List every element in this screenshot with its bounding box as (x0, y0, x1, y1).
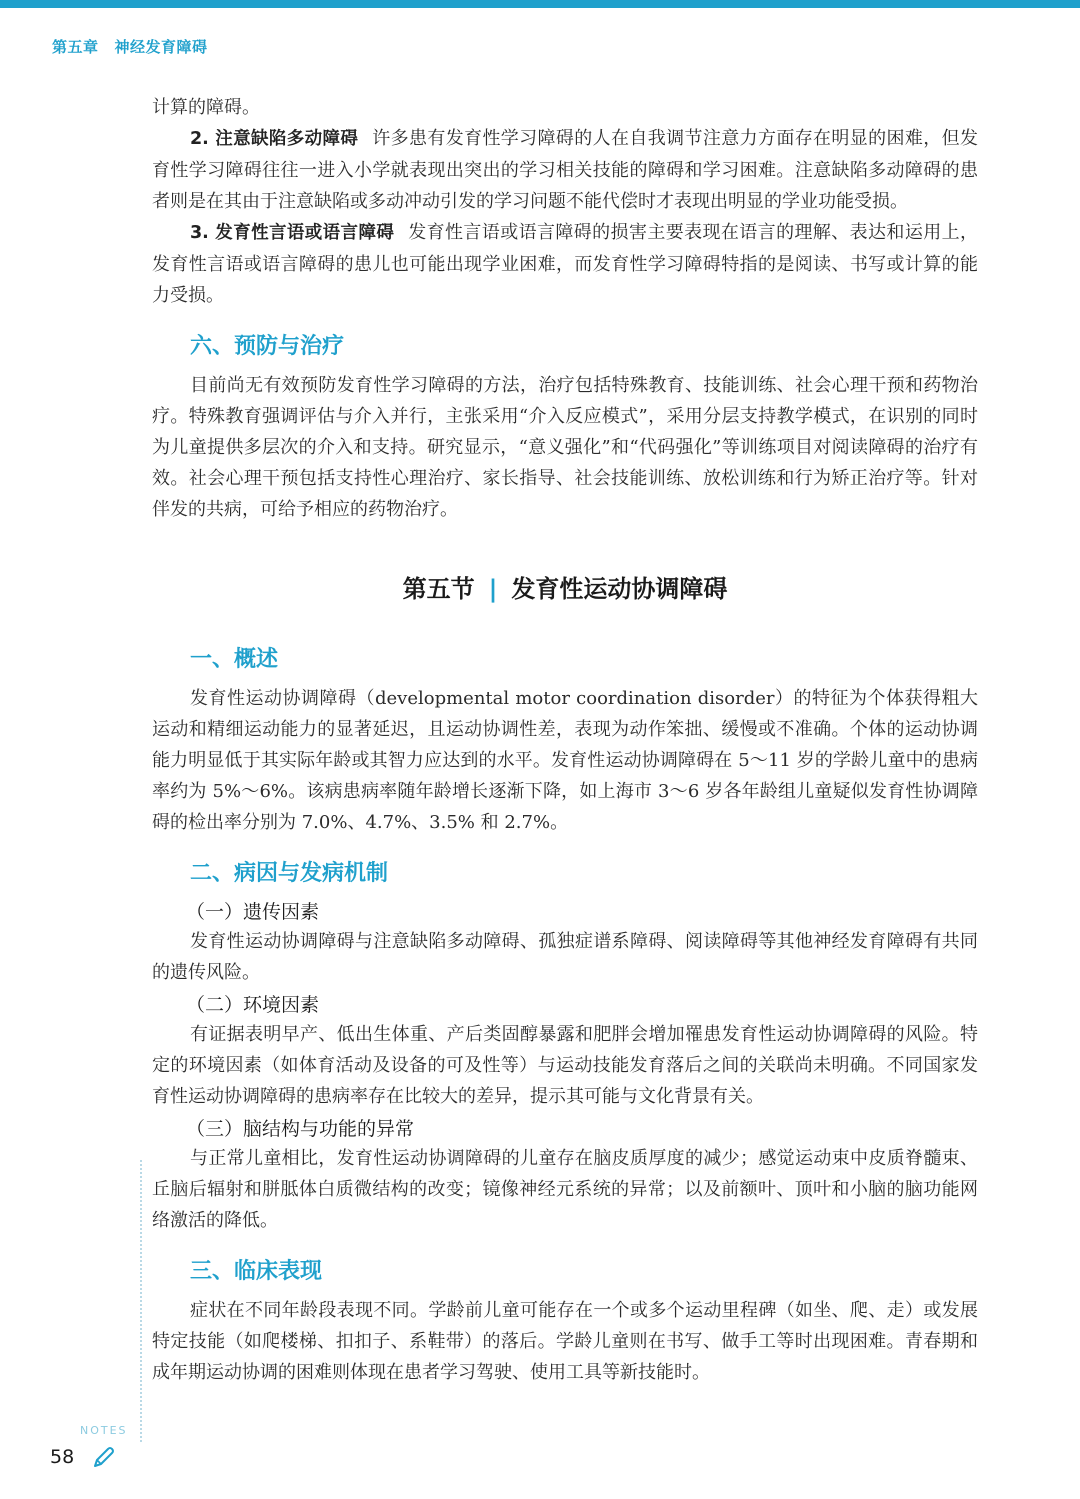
brain-paragraph: 与正常儿童相比，发育性运动协调障碍的儿童存在脑皮质厚度的减少；感觉运动束中皮质脊髓束、丘脑后辐射和胼胝体白质微结构的改变；镜像神经元系统的异常；以及前额叶、顶叶和小脑的脑功能网络激活的降低。 (152, 1148, 978, 1231)
environment-paragraph: 有证据表明早产、低出生体重、产后类固醇暴露和肥胖会增加罹患发育性运动协调障碍的风险。特定的环境因素（如体育活动及设备的可及性等）与运动技能发育落后之间的关联尚未明确。不同国家发育性运动协调障碍的患病率存在比较大的差异，提示其可能与文化背景有关。 (152, 1024, 978, 1107)
paragraph-continuation: 计算的障碍。 (152, 97, 260, 118)
section-label: 第五节 (402, 575, 475, 603)
section-heading-clinical: 三、临床表现 (190, 1259, 323, 1284)
item-language-text: 发育性言语或语言障碍的损害主要表现在语言的理解、表达和运用上，发育性言语或语言障碍的患儿也可能出现学业困难，而发育性学习障碍特指的是阅读、书写或计算的能力受损。 (152, 222, 978, 306)
section-title (152, 569, 978, 604)
page-number: 58 (50, 1446, 75, 1468)
chapter-number: 第五章 (52, 38, 99, 56)
clinical-paragraph: 症状在不同年龄段表现不同。学龄前儿童可能存在一个或多个运动里程碑（如坐、爬、走）或发展特定技能（如爬楼梯、扣扣子、系鞋带）的落后。学龄儿童则在书写、做手工等时出现困难。青春期和成年期运动协调的困难则体现在患者学习驾驶、使用工具等新技能时。 (152, 1300, 978, 1383)
item-language (152, 217, 978, 311)
section-heading-etiology: 二、病因与发病机制 (190, 861, 389, 886)
item-language-heading: 3. 发育性言语或语言障碍 (190, 223, 395, 243)
prevention-paragraph: 目前尚无有效预防发育性学习障碍的方法，治疗包括特殊教育、技能训练、社会心理干预和药物治疗。特殊教育强调评估与介入并行，主张采用“介入反应模式”，采用分层支持教学模式，在识别的同时为儿童提供多层次的介入和支持。研究显示，“意义强化”和“代码强化”等训练项目对阅读障碍的治疗有效。社会心理干预包括支持性心理治疗、家长指导、社会技能训练、放松训练和行为矫正治疗等。针对伴发的共病，可给予相应的药物治疗。 (152, 375, 978, 520)
top-accent-bar (0, 0, 1080, 8)
subheading-genetic: （一）遗传因素 (186, 901, 320, 923)
notes-margin-line (140, 1160, 142, 1442)
genetic-paragraph: 发育性运动协调障碍与注意缺陷多动障碍、孤独症谱系障碍、阅读障碍等其他神经发育障碍有共同的遗传风险。 (152, 931, 978, 983)
pencil-icon (90, 1445, 116, 1471)
item-adhd-text: 许多患有发育性学习障碍的人在自我调节注意力方面存在明显的困难，但发育性学习障碍往往一进入小学就表现出突出的学习相关技能的障碍和学习困难。注意缺陷多动障碍的患者则是在其由于注意缺陷或多动冲动引发的学习问题不能代偿时才表现出明显的学业功能受损。 (152, 128, 978, 212)
section-heading-prevention: 六、预防与治疗 (190, 334, 345, 359)
chapter-header (52, 36, 208, 57)
page-body (152, 92, 978, 1388)
item-adhd (152, 123, 978, 217)
section-separator: | (488, 575, 498, 603)
section-heading-overview: 一、概述 (190, 647, 279, 672)
chapter-title: 神经发育障碍 (114, 38, 208, 56)
item-adhd-heading: 2. 注意缺陷多动障碍 (190, 129, 359, 149)
section-name: 发育性运动协调障碍 (511, 575, 728, 603)
notes-label: NOTES (80, 1424, 128, 1437)
overview-paragraph: 发育性运动协调障碍（developmental motor coordination disorder）的特征为个体获得粗大运动和精细运动能力的显著延迟，且运动协调性差，表现为动作笨拙、缓慢或不准确。个体的运动协调能力明显低于其实际年龄或其智力应达到的水平。发育性运动协调障碍在 5～11 岁的学龄儿童中的患病率约为 5%～6%。该病患病率随年龄增长逐渐下降，如上海市 3～6 岁各年龄组儿童疑似发育性协调障碍的检出率分别为 7.0%、4.7%、3.5% 和 2.7%。 (152, 688, 978, 833)
subheading-brain: （三）脑结构与功能的异常 (186, 1118, 415, 1140)
subheading-environment: （二）环境因素 (186, 994, 320, 1016)
